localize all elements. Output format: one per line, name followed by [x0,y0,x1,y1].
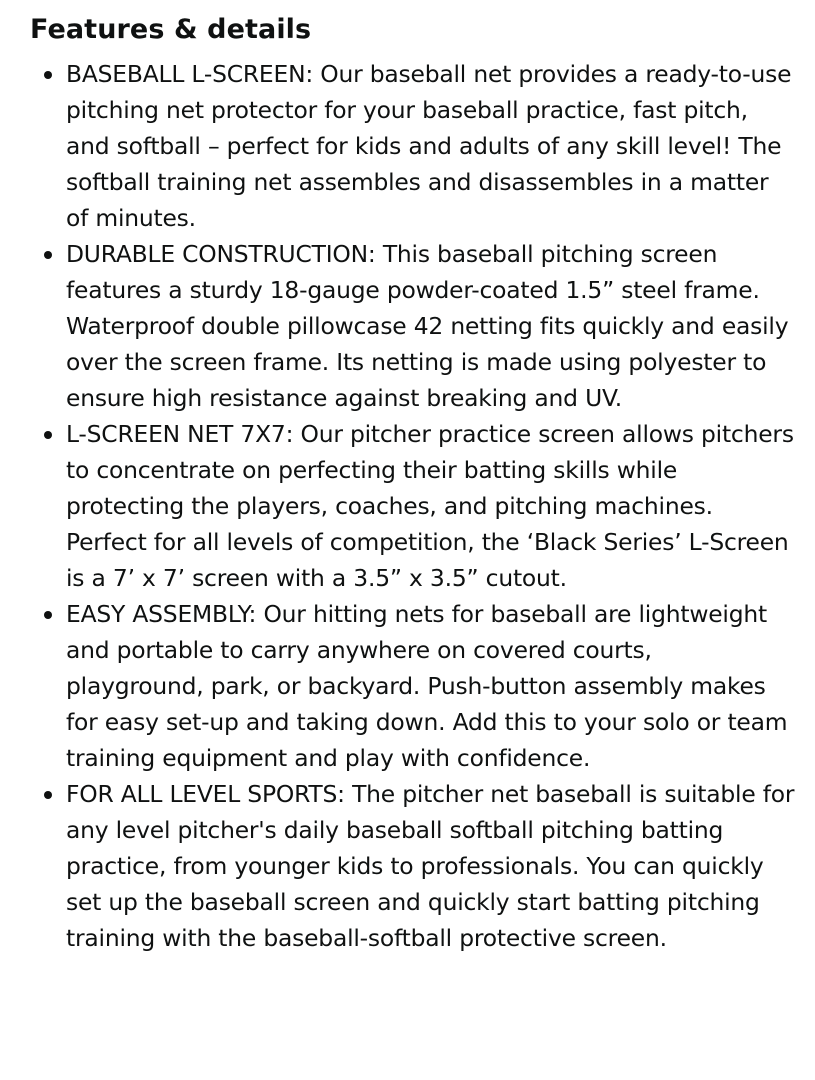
feature-item [30,596,795,776]
bullet-icon [44,71,52,79]
bullet-icon [44,791,52,799]
feature-list [30,56,795,956]
section-title: Features & details [30,14,312,45]
feature-item [30,416,795,596]
feature-text: EASY ASSEMBLY: Our hitting nets for baseball are lightweight and portable to carry anywhere on covered courts, playground, park, or backyard. Push-button assembly makes for easy set-up and taking down. Add this to your solo or team training equipment and play with confidence. [66,600,788,772]
bullet-icon [44,611,52,619]
feature-item [30,56,795,236]
feature-text: DURABLE CONSTRUCTION: This baseball pitching screen features a sturdy 18-gauge powder-coated 1.5” steel frame. Waterproof double pillowcase 42 netting fits quickly and easily over the screen frame. Its netting is made using polyester to ensure high resistance against breaking and UV. [66,240,789,412]
feature-text: L-SCREEN NET 7X7: Our pitcher practice screen allows pitchers to concentrate on perfecting their batting skills while protecting the players, coaches, and pitching machines. Perfect for all levels of competition, the ‘Black Series’ L-Screen is a 7’ x 7’ screen with a 3.5” x 3.5” cutout. [66,420,794,592]
bullet-icon [44,251,52,259]
feature-text: FOR ALL LEVEL SPORTS: The pitcher net baseball is suitable for any level pitcher's daily baseball softball pitching batting practice, from younger kids to professionals. You can quickly set up the baseball screen and quickly start batting pitching training with the baseball-softball protective screen. [66,780,795,952]
feature-item [30,236,795,416]
bullet-icon [44,431,52,439]
feature-item [30,776,795,956]
feature-text: BASEBALL L-SCREEN: Our baseball net provides a ready-to-use pitching net protector for your baseball practice, fast pitch, and softball – perfect for kids and adults of any skill level! The softball training net assembles and disassembles in a matter of minutes. [66,60,792,232]
